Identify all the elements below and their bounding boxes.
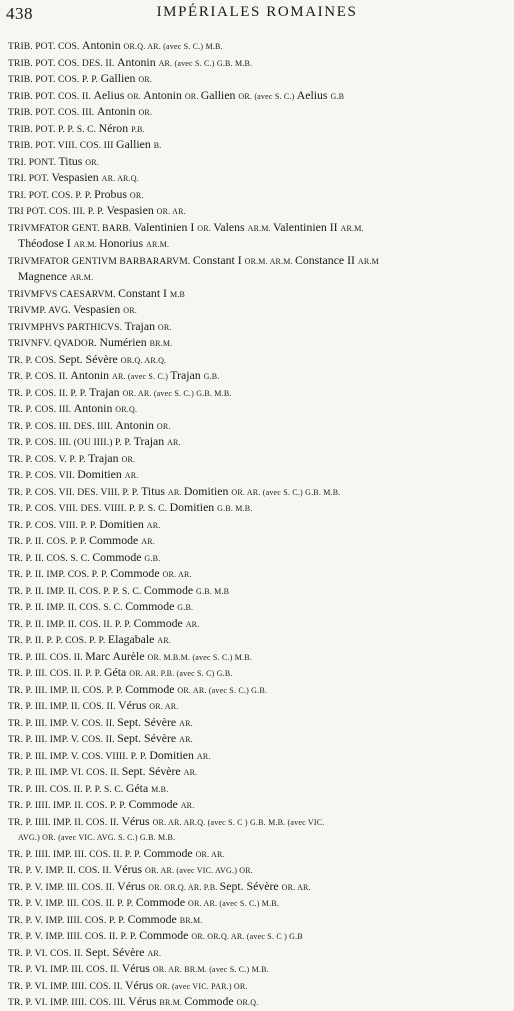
emperor-name: Vérus xyxy=(121,961,153,975)
list-item xyxy=(8,895,508,912)
coin-metal-module: G.B. xyxy=(144,553,161,563)
coin-metal-module: G.B xyxy=(330,91,345,101)
coin-legend: TR. P. COS. II. xyxy=(8,371,71,382)
emperor-name: Constant I xyxy=(192,252,245,267)
emperor-name: Commode xyxy=(143,582,197,597)
coin-metal-module: AR. xyxy=(167,438,181,447)
coin-metal-module: OR. AR. (avec S. C.) G.B. M.B. xyxy=(231,487,341,497)
coin-legend: TR. P. II. IMP. II. COS. P. P. S. C. xyxy=(8,585,144,597)
emperor-name: Sept. Sévère xyxy=(58,351,121,366)
coin-legend: TRIB. POT. P. P. S. C. xyxy=(8,123,99,135)
coin-metal-module: OR. AR. xyxy=(149,702,179,711)
emperor-name: Constance II xyxy=(295,252,358,267)
running-head: IMPÉRIALES ROMAINES xyxy=(156,4,358,20)
coin-metal-module: B. xyxy=(153,141,162,150)
emperor-name: Constant I xyxy=(118,285,170,300)
emperor-name: Antonin xyxy=(81,38,124,52)
list-item xyxy=(8,550,508,567)
list-item xyxy=(8,649,508,666)
emperor-name: Probus xyxy=(94,186,130,201)
coin-metal-module: OR. xyxy=(184,91,201,101)
coin-metal-module: AR. xyxy=(157,636,172,645)
list-item xyxy=(8,368,508,385)
emperor-name: Numérien xyxy=(99,335,150,349)
coin-legend: TR. P. IIII. IMP. III. COS. II. P. P. xyxy=(8,848,144,860)
coin-metal-module: OR. AR. AR.Q. (avec S. C ) G.B. M.B. (avec VIC. xyxy=(152,817,325,827)
emperor-name: Gallien xyxy=(100,71,139,85)
coin-metal-module: OR. (avec S. C.) xyxy=(238,91,297,101)
coin-legend: TR. P. COS. II. P. P. xyxy=(8,387,90,399)
coin-metal-module: AR. xyxy=(179,735,193,744)
list-item xyxy=(8,616,508,633)
emperor-name: Vespasien xyxy=(51,170,102,184)
coin-metal-module: AR.M. xyxy=(73,240,100,249)
list-item xyxy=(8,154,508,171)
coin-metal-module: OR.Q. xyxy=(236,998,259,1007)
coin-metal-module: AR. xyxy=(185,619,200,629)
coin-metal-module: OR. xyxy=(85,157,100,167)
coin-metal-module: OR. AR. (avec S. C.) M.B. xyxy=(188,899,280,908)
coin-metal-module: OR. AR. xyxy=(195,849,225,859)
list-item xyxy=(8,121,508,138)
emperor-name: Gallien xyxy=(116,137,154,151)
coin-legend: TRI. POT. xyxy=(8,173,52,184)
emperor-name: Valens xyxy=(213,219,248,234)
coin-metal-module: AR.M. xyxy=(146,240,170,249)
list-item xyxy=(8,665,508,682)
list-item xyxy=(8,335,508,352)
coin-legend: TR. P. V. IMP. II. COS. II. xyxy=(8,865,114,876)
emperor-name: Antonin xyxy=(116,54,159,69)
coin-legend: TR. P. V. IMP. III. COS. II. P. P. xyxy=(8,898,136,909)
coin-legend: TRIB. POT. COS. II. xyxy=(8,90,94,102)
list-item xyxy=(8,484,508,501)
coin-legend: TR. P. COS. VII. xyxy=(8,470,78,481)
coin-metal-module: P.B. xyxy=(131,124,145,134)
coin-legend: TR. P. COS. VII. DES. VIII. P. P. xyxy=(8,486,142,498)
coin-metal-module: G.B. xyxy=(177,603,194,612)
emperor-name: Commode xyxy=(92,549,145,564)
coin-metal-module: AR. (avec S. C.) G.B. M.B. xyxy=(158,58,253,68)
emperor-name: Sept. Sévère xyxy=(85,944,148,959)
coin-metal-module: OR. AR. P.B. (avec S. C) G.B. xyxy=(129,669,233,678)
coin-legend: TR. P. III. COS. II. P. P. xyxy=(8,668,104,679)
coin-metal-module: OR. xyxy=(121,454,136,464)
emperor-name: Domitien xyxy=(149,747,197,762)
coin-metal-module: OR. OR.Q. AR. (avec S. C ) G.B xyxy=(191,932,303,941)
coin-metal-module: AR. xyxy=(147,948,162,958)
coin-metal-module: OR. AR. (avec S. C.) G.B. xyxy=(177,685,268,695)
emperor-name: Antonin xyxy=(96,104,139,118)
list-item xyxy=(8,928,508,945)
coin-legend: TR. P. V. IMP. IIII. COS. P. P. xyxy=(8,914,128,926)
list-item xyxy=(8,302,508,319)
list-item xyxy=(8,862,508,879)
emperor-name: Titus xyxy=(141,483,168,498)
emperor-name: Vérus xyxy=(113,862,145,876)
coin-metal-module: OR. xyxy=(127,91,144,101)
list-item xyxy=(8,978,508,995)
coin-legend: TR. P. III. IMP. V. COS. II. xyxy=(8,717,118,729)
list-item xyxy=(8,814,508,831)
entry-list xyxy=(8,38,508,1011)
emperor-name: Géta xyxy=(104,665,130,679)
list-item xyxy=(8,846,508,863)
emperor-name: Vérus xyxy=(128,994,160,1008)
emperor-name: Honorius xyxy=(99,236,146,250)
coin-legend: TR. P. III. IMP. II. COS. P. P. xyxy=(8,684,126,696)
emperor-name: Sept. Sévère xyxy=(117,714,180,729)
coin-legend: TRIVMFATOR GENT. BARB. xyxy=(8,222,134,234)
list-item xyxy=(8,748,508,765)
emperor-name: Domitien xyxy=(77,467,125,481)
list-item xyxy=(8,451,508,468)
list-item xyxy=(8,203,508,220)
coin-legend: TR. P. COS. III. DES. IIII. xyxy=(8,420,116,432)
coin-legend: TR. P. III. IMP. II. COS. II. xyxy=(8,701,119,712)
emperor-name: Commode xyxy=(128,797,181,811)
coin-metal-module: AR.M. xyxy=(340,223,364,233)
coin-legend: TRIB. POT. COS. P. P. xyxy=(8,74,101,85)
coin-metal-module: AVG.) OR. (avec VIC. AVG. S. C.) G.B. M.B. xyxy=(18,833,176,842)
list-item xyxy=(8,467,508,484)
emperor-name: Aelius xyxy=(296,87,331,102)
coin-metal-module: BR.M. xyxy=(149,339,173,348)
list-item xyxy=(8,583,508,600)
coin-metal-module: AR. xyxy=(124,471,139,480)
emperor-name: Valentinien I xyxy=(133,219,198,234)
coin-legend: TR. P. III. IMP. V. COS. VIIII. P. P. xyxy=(8,750,150,762)
emperor-name: Trajan xyxy=(88,450,122,465)
coin-metal-module: M.B. xyxy=(151,784,169,794)
coin-metal-module: G.B. M.B xyxy=(196,586,230,596)
coin-metal-module: OR. xyxy=(157,322,172,332)
emperor-name: Magnence xyxy=(18,269,71,283)
emperor-name: Domitien xyxy=(99,516,147,531)
emperor-name: Gallien xyxy=(200,87,239,102)
list-item xyxy=(8,170,508,187)
list-item xyxy=(8,71,508,88)
list-item xyxy=(8,286,508,303)
coin-legend: TR. P. VI. COS. II. xyxy=(8,947,86,959)
list-item xyxy=(8,879,508,896)
coin-metal-module: OR. OR.Q. AR. P.B. xyxy=(148,882,220,892)
emperor-name: Antonin xyxy=(70,368,112,382)
emperor-name: Domitien xyxy=(169,500,218,514)
emperor-name: Vérus xyxy=(118,698,150,712)
emperor-name: Elagabale xyxy=(107,632,158,646)
coin-metal-module: OR. AR. xyxy=(156,207,186,216)
coin-metal-module: M.B xyxy=(169,289,185,299)
emperor-name: Commode xyxy=(89,533,142,547)
coin-legend: TR. P. COS. V. P. P. xyxy=(8,453,89,465)
coin-metal-module: AR.M. xyxy=(247,223,274,233)
coin-metal-module: BR.M. xyxy=(179,915,203,925)
list-item xyxy=(8,698,508,715)
coin-legend: TR. P. II. IMP. COS. P. P. xyxy=(8,569,111,580)
coin-metal-module: OR. xyxy=(129,190,144,200)
emperor-name: Commode xyxy=(143,845,196,860)
list-item xyxy=(8,830,508,846)
coin-legend: TR. P. II. COS. S. C. xyxy=(8,552,93,564)
coin-legend: TR. P. VI. IMP. IIII. COS. II. xyxy=(8,980,125,992)
emperor-name: Vespasien xyxy=(106,203,157,217)
coin-metal-module: AR. xyxy=(179,718,193,728)
coin-metal-module: OR. AR. xyxy=(162,570,192,579)
list-item xyxy=(8,764,508,781)
emperor-name: Commode xyxy=(133,615,186,630)
emperor-name: Commode xyxy=(127,911,180,926)
coin-metal-module: OR.Q. AR. (avec S. C.) M.B. xyxy=(123,42,223,51)
coin-legend: TR. P. COS. xyxy=(8,354,59,366)
list-item xyxy=(8,418,508,435)
emperor-name: Commode xyxy=(135,895,189,909)
coin-legend: TRIB. POT. VIII. COS. III xyxy=(8,140,117,151)
coin-legend: TRIVNFV. QVADOR. xyxy=(8,338,100,349)
coin-metal-module: AR. xyxy=(180,801,195,810)
coin-metal-module: G.B. xyxy=(203,372,220,381)
emperor-name: Sept. Sévère xyxy=(219,878,282,893)
coin-legend: TR. P. VI. IMP. III. COS. II. xyxy=(8,964,122,975)
coin-legend: TR. P. VI. IMP. IIII. COS. III. xyxy=(8,997,129,1008)
coin-metal-module: OR. AR. BR.M. (avec S. C.) M.B. xyxy=(152,965,269,974)
emperor-name: Commode xyxy=(110,566,163,580)
coin-legend: TR. P. COS. VIII. P. P. xyxy=(8,519,100,531)
emperor-name: Vespasien xyxy=(73,302,124,316)
emperor-name: Théodose I xyxy=(18,236,74,250)
emperor-name: Géta xyxy=(125,780,152,795)
emperor-name: Antonin xyxy=(143,87,185,102)
list-item xyxy=(8,961,508,978)
coin-metal-module: OR. AR. (avec VIC. AVG.) OR. xyxy=(145,866,253,875)
list-item xyxy=(8,88,508,105)
coin-legend: TR. P. II. P. P. COS. P. P. xyxy=(8,635,108,646)
page-header xyxy=(6,4,508,26)
coin-metal-module: AR. xyxy=(146,520,161,530)
list-item xyxy=(8,797,508,814)
coin-legend: TR. P. COS. III. xyxy=(8,404,74,415)
emperor-name: Domitien xyxy=(183,483,232,498)
emperor-name: Trajan xyxy=(133,434,168,448)
coin-metal-module: OR.Q. xyxy=(115,405,138,414)
coin-legend: TR. P. II. IMP. II. COS. S. C. xyxy=(8,602,126,613)
coin-metal-module: OR. AR. xyxy=(281,882,311,892)
list-item xyxy=(8,220,508,237)
emperor-name: Sept. Sévère xyxy=(121,764,184,778)
coin-legend: TRIVMFVS CAESARVM. xyxy=(8,288,119,300)
coin-legend: TRI. POT. COS. P. P. xyxy=(8,189,95,201)
list-item xyxy=(8,253,508,270)
emperor-name: Néron xyxy=(98,120,132,135)
list-item xyxy=(8,517,508,534)
list-item xyxy=(8,945,508,962)
list-item xyxy=(8,599,508,616)
emperor-name: Sept. Sévère xyxy=(117,731,180,745)
emperor-name: Aelius xyxy=(93,87,128,102)
coin-metal-module: OR. xyxy=(138,75,153,84)
emperor-name: Trajan xyxy=(170,368,204,382)
coin-metal-module: AR.M xyxy=(357,256,379,266)
coin-legend: TR. P. V. IMP. III. COS. II. xyxy=(8,881,118,893)
emperor-name: Trajan xyxy=(89,384,123,399)
list-item xyxy=(8,731,508,748)
coin-legend: TR. P. III. IMP. VI. COS. II. xyxy=(8,767,122,778)
list-item xyxy=(8,781,508,798)
emperor-name: Vérus xyxy=(121,813,153,828)
emperor-name: Commode xyxy=(125,599,178,613)
list-item xyxy=(8,187,508,204)
coin-metal-module: OR. xyxy=(138,108,153,117)
coin-metal-module: OR.M. AR.M. xyxy=(244,256,296,266)
emperor-name: Trajan xyxy=(124,318,158,333)
emperor-name: Commode xyxy=(125,681,178,696)
list-item xyxy=(8,715,508,732)
emperor-name: Commode xyxy=(139,928,192,942)
coin-legend: TR. P. IIII. IMP. II. COS. P. P. xyxy=(8,800,129,811)
page-number: 438 xyxy=(6,4,33,23)
emperor-name: Antonin xyxy=(73,401,116,415)
coin-metal-module: OR. (avec VIC. PAR.) OR. xyxy=(156,981,248,991)
coin-metal-module: AR. xyxy=(141,537,155,546)
list-item xyxy=(8,55,508,72)
emperor-name: Valentinien II xyxy=(273,219,341,234)
emperor-name: Vérus xyxy=(125,977,157,992)
coin-metal-module: AR. xyxy=(183,768,198,777)
list-item xyxy=(8,319,508,336)
coin-legend: TR. P. IIII. IMP. II. COS. II. xyxy=(8,816,122,828)
coin-legend: TRI. PONT. xyxy=(8,156,59,168)
list-item xyxy=(8,566,508,583)
list-item xyxy=(8,500,508,517)
coin-legend: TR. P. II. COS. P. P. xyxy=(8,536,90,547)
list-item xyxy=(8,104,508,121)
emperor-name: Commode xyxy=(184,994,237,1008)
coin-legend: TRIB. POT. COS. xyxy=(8,41,82,52)
list-item xyxy=(8,434,508,451)
coin-metal-module: AR.M. xyxy=(70,273,94,282)
coin-legend: TRIVMFATOR GENTIVM BARBARARVM. xyxy=(8,255,193,267)
emperor-name: Titus xyxy=(58,153,86,168)
coin-legend: TR. P. V. IMP. IIII. COS. II. P. P. xyxy=(8,931,140,942)
coin-legend: TRIVMP. AVG. xyxy=(8,305,74,316)
coin-metal-module: OR. xyxy=(123,306,137,315)
coin-metal-module: AR. (avec S. C.) xyxy=(112,372,171,381)
coin-legend: TRIVMPHVS PARTHICVS. xyxy=(8,321,125,333)
emperor-name: Marc Aurèle xyxy=(85,648,148,663)
coin-legend: TR. P. II. IMP. II. COS. II. P. P. xyxy=(8,618,134,630)
coin-metal-module: BR.M. xyxy=(159,998,185,1007)
coin-metal-module: AR. AR.Q. xyxy=(101,174,139,183)
coin-metal-module: OR. M.B.M. (avec S. C.) M.B. xyxy=(147,652,252,662)
list-item xyxy=(8,632,508,649)
list-item xyxy=(8,137,508,154)
coin-legend: TR. P. COS. VIII. DES. VIIII. P. P. S. C. xyxy=(8,503,170,514)
coin-legend: TRI POT. COS. III. P. P. xyxy=(8,206,107,217)
coin-metal-module: G.B. M.B. xyxy=(217,504,253,513)
emperor-name: Antonin xyxy=(115,417,157,432)
coin-metal-module: OR. xyxy=(156,421,171,431)
emperor-name: Vérus xyxy=(117,878,149,893)
list-item xyxy=(8,385,508,402)
list-item xyxy=(8,269,508,286)
list-item xyxy=(8,533,508,550)
coin-metal-module: OR. xyxy=(197,223,214,233)
list-item xyxy=(8,352,508,369)
list-item xyxy=(8,912,508,929)
coin-metal-module: OR. AR. (avec S. C.) G.B. M.B. xyxy=(122,388,232,398)
coin-legend: TR. P. III. COS. II. xyxy=(8,651,86,663)
coin-metal-module: AR. xyxy=(196,751,211,761)
coin-metal-module: AR. xyxy=(167,487,184,497)
list-item xyxy=(8,682,508,699)
list-item xyxy=(8,994,508,1011)
coin-metal-module: OR.Q. AR.Q. xyxy=(120,355,167,365)
list-item xyxy=(8,401,508,418)
coin-legend: TR. P. COS. III. (OU IIII.) P. P. xyxy=(8,437,134,448)
coin-legend: TRIB. POT. COS. III. xyxy=(8,107,97,118)
coin-legend: TRIB. POT. COS. DES. II. xyxy=(8,57,117,69)
list-item xyxy=(8,236,508,253)
coin-legend: TR. P. III. COS. II. P. P. S. C. xyxy=(8,783,126,795)
list-item xyxy=(8,38,508,55)
coin-legend: TR. P. III. IMP. V. COS. II. xyxy=(8,734,118,745)
